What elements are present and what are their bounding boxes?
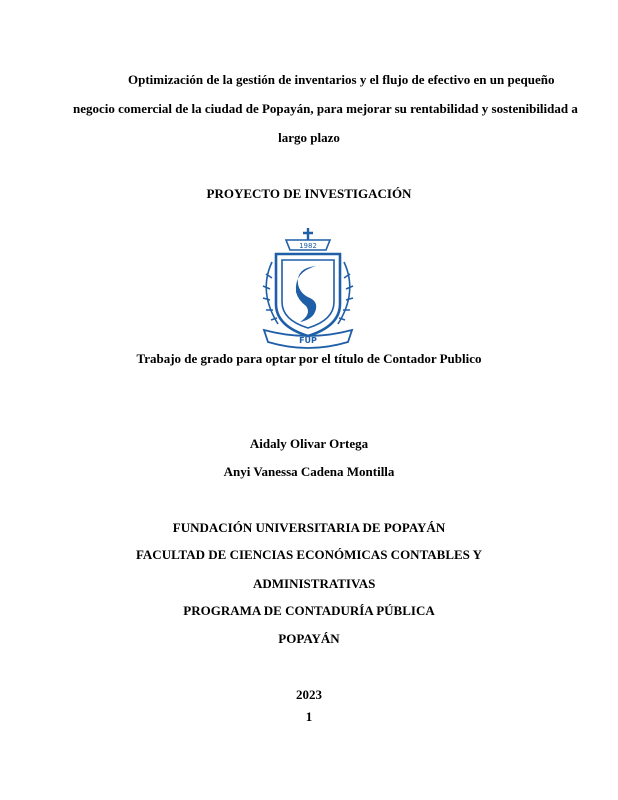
- title-line-1: Optimización de la gestión de inventarios y el flujo de efectivo en un pequeño: [128, 72, 555, 87]
- institution-name: FUNDACIÓN UNIVERSITARIA DE POPAYÁN: [172, 520, 446, 535]
- faculty-line-1: FACULTAD DE CIENCIAS ECONÓMICAS CONTABLES Y: [135, 547, 483, 562]
- author-2: Anyi Vanessa Cadena Montilla: [223, 464, 395, 479]
- title-line-3: largo plazo: [278, 130, 340, 145]
- year: 2023: [296, 687, 322, 702]
- faculty-line-2: ADMINISTRATIVAS: [253, 576, 376, 591]
- degree-line: Trabajo de grado para optar por el título de Contador Publico: [136, 351, 482, 366]
- university-logo: [256, 226, 360, 354]
- page-number: 1: [305, 709, 313, 724]
- program-name: PROGRAMA DE CONTADURÍA PÚBLICA: [183, 603, 435, 618]
- author-1: Aidaly Olivar Ortega: [249, 436, 369, 451]
- logo-year: 1982: [299, 242, 317, 250]
- logo-initials: FUP: [299, 336, 317, 345]
- title-line-2: negocio comercial de la ciudad de Popayán, para mejorar su rentabilidad y sostenibilidad a: [73, 101, 578, 116]
- project-type: PROYECTO DE INVESTIGACIÓN: [206, 186, 412, 201]
- city: POPAYÁN: [278, 631, 340, 646]
